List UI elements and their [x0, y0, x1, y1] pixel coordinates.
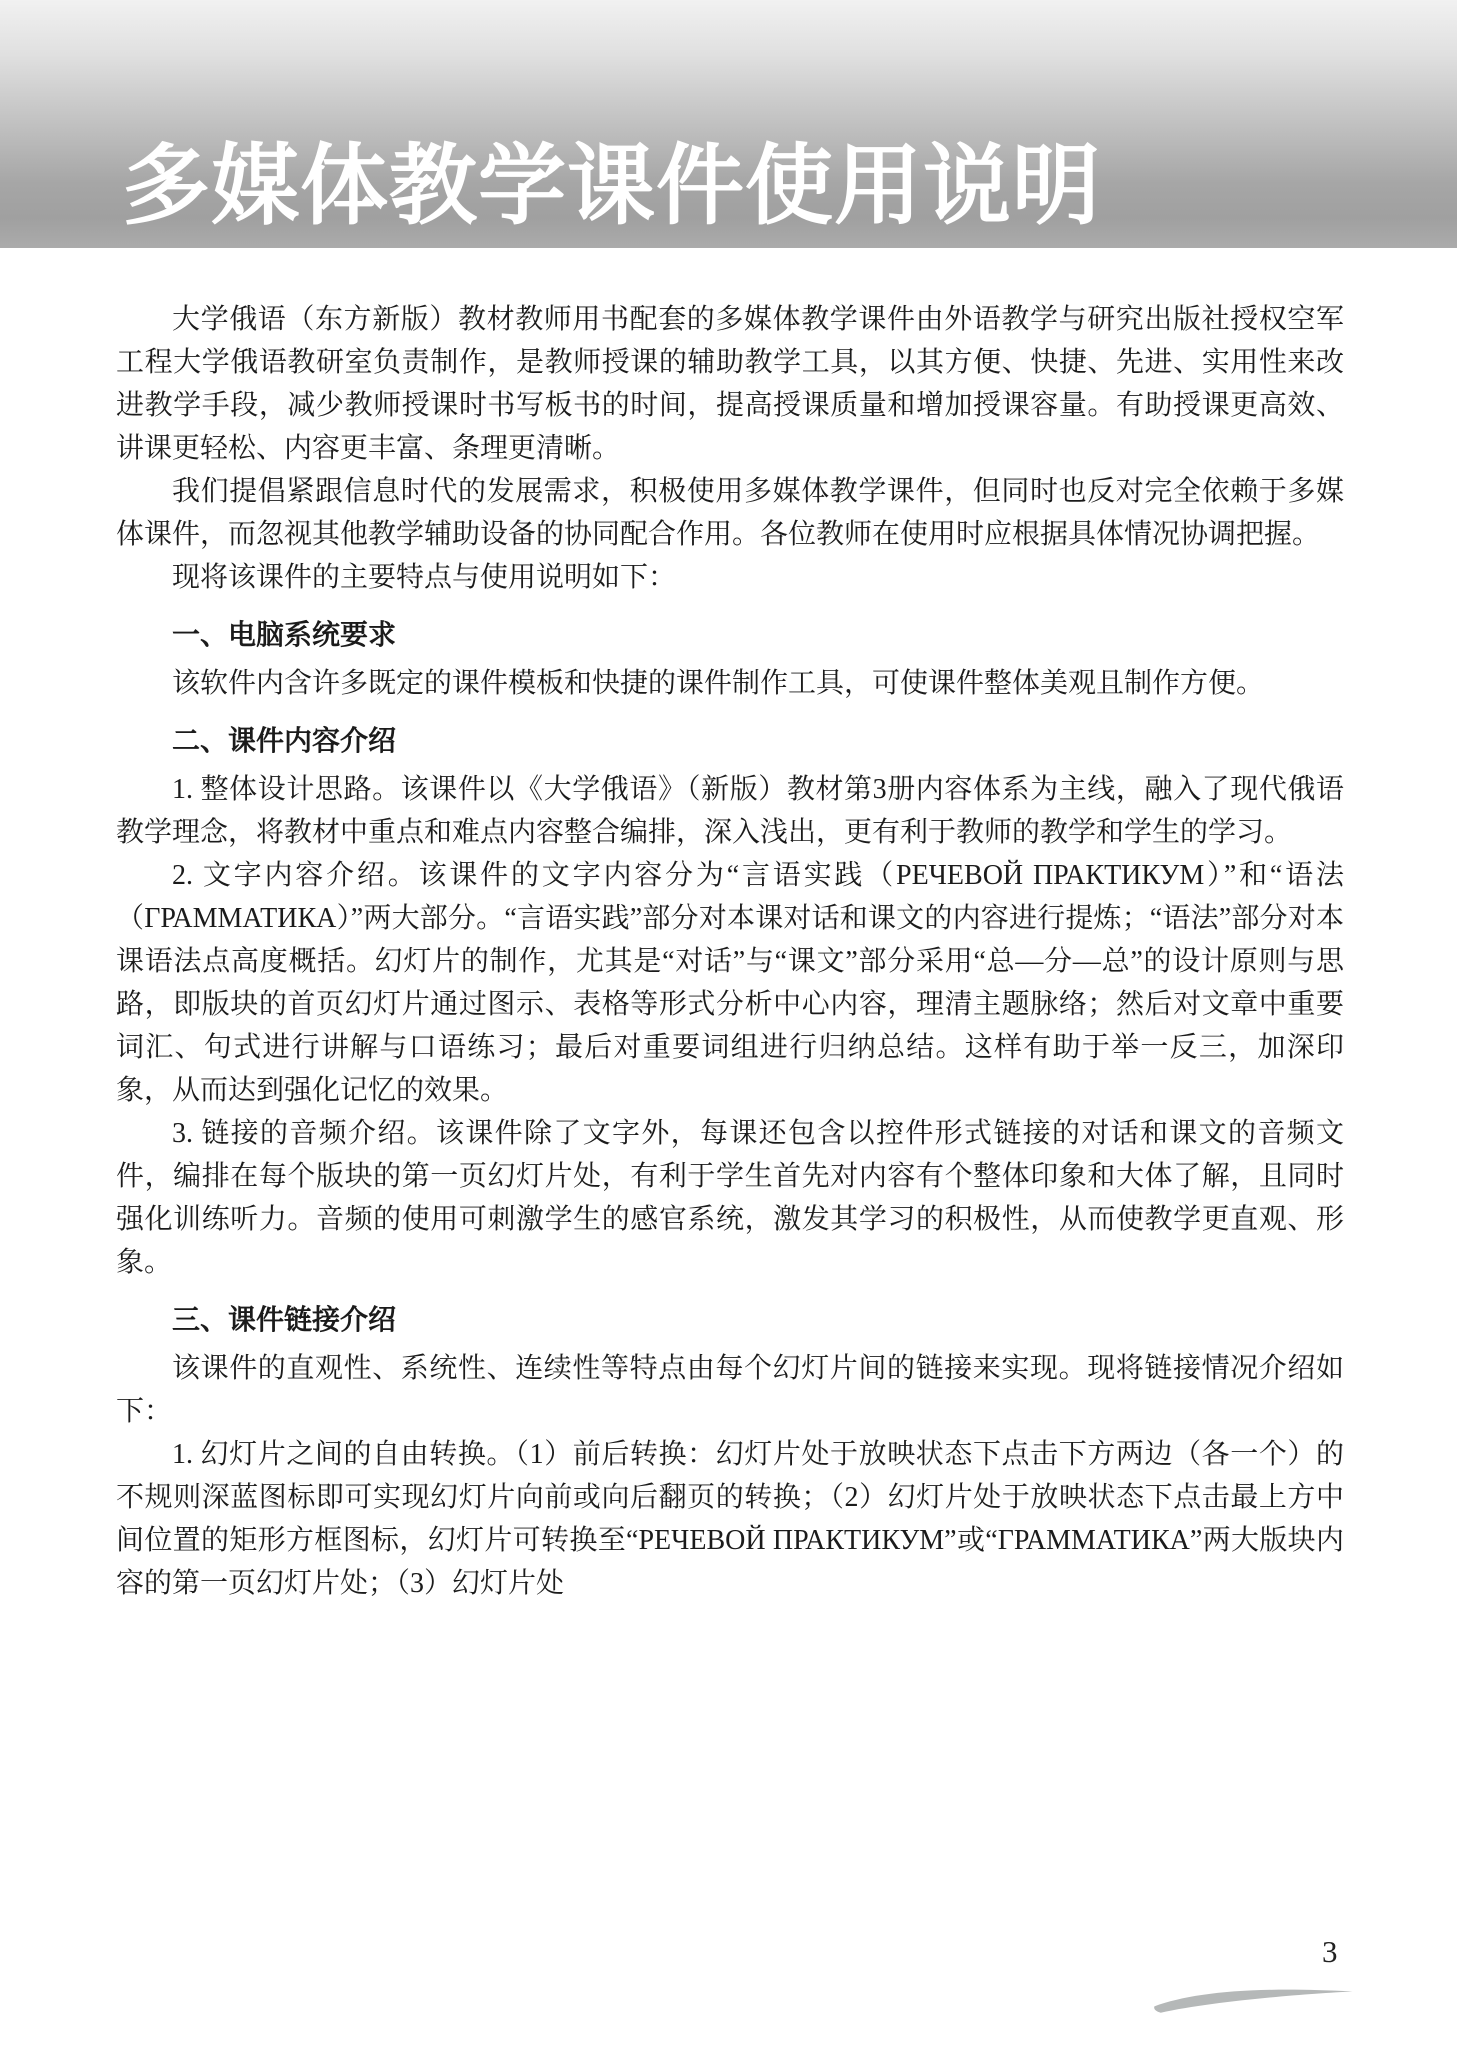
paragraph: 大学俄语（东方新版）教材教师用书配套的多媒体教学课件由外语教学与研究出版社授权空军工程大学俄语教研室负责制作，是教师授课的辅助教学工具，以其方便、快捷、先进、实用性来改进教学手段，减少教师授课时书写板书的时间，提高授课质量和增加授课容量。有助授课更高效、讲课更轻松、内容更丰富、条理更清晰。: [116, 304, 1344, 464]
paragraph: 我们提倡紧跟信息时代的发展需求，积极使用多媒体教学课件，但同时也反对完全依赖于多媒体课件，而忽视其他教学辅助设备的协同配合作用。各位教师在使用时应根据具体情况协调把握。: [116, 476, 1344, 550]
paragraph: 1. 幻灯片之间的自由转换。（1）前后转换：幻灯片处于放映状态下点击下方两边（各一个）的不规则深蓝图标即可实现幻灯片向前或向后翻页的转换；（2）幻灯片处于放映状态下点击最上方中间位置的矩形方框图标，幻灯片可转换至“РЕЧЕВОЙ ПРАКТИКУМ”或“ГРАММАТИКА”两大版块内容的第一页幻灯片处；（3）幻灯片处: [116, 1439, 1344, 1599]
section-heading: 三、课件链接介绍: [172, 1305, 397, 1336]
page-number: 3: [1322, 1934, 1338, 1969]
paragraph: 3. 链接的音频介绍。该课件除了文字外，每课还包含以控件形式链接的对话和课文的音频文件，编排在每个版块的第一页幻灯片处，有利于学生首先对内容有个整体印象和大体了解，且同时强化训练听力。音频的使用可刺激学生的感官系统，激发其学习的积极性，从而使教学更直观、形象。: [116, 1118, 1344, 1278]
title-banner: [0, 0, 1457, 248]
paragraph: 现将该课件的主要特点与使用说明如下：: [172, 562, 677, 593]
page-title: 多媒体教学课件使用说明: [122, 136, 1102, 235]
document-body: [116, 298, 1344, 1605]
paragraph: 该软件内含许多既定的课件模板和快捷的课件制作工具，可使课件整体美观且制作方便。: [172, 668, 1265, 699]
paragraph: 该课件的直观性、系统性、连续性等特点由每个幻灯片间的链接来实现。现将链接情况介绍如下：: [116, 1353, 1344, 1427]
section-heading: 二、课件内容介绍: [172, 726, 397, 757]
swoosh-decoration-icon: [1148, 1984, 1360, 2016]
section-heading: 一、电脑系统要求: [172, 620, 397, 651]
paragraph: 2. 文字内容介绍。该课件的文字内容分为“言语实践（РЕЧЕВОЙ ПРАКТИКУМ）”和“语法（ГРАММАТИКА）”两大部分。“言语实践”部分对本课对话和课文的内容进行提炼；“语法”部分对本课语法点高度概括。幻灯片的制作，尤其是“对话”与“课文”部分采用“总—分—总”的设计原则与思路，即版块的首页幻灯片通过图示、表格等形式分析中心内容，理清主题脉络；然后对文章中重要词汇、句式进行讲解与口语练习；最后对重要词组进行归纳总结。这样有助于举一反三，加深印象，从而达到强化记忆的效果。: [116, 860, 1344, 1106]
paragraph: 1. 整体设计思路。该课件以《大学俄语》（新版）教材第3册内容体系为主线，融入了现代俄语教学理念，将教材中重点和难点内容整合编排，深入浅出，更有利于教师的教学和学生的学习。: [116, 774, 1344, 848]
